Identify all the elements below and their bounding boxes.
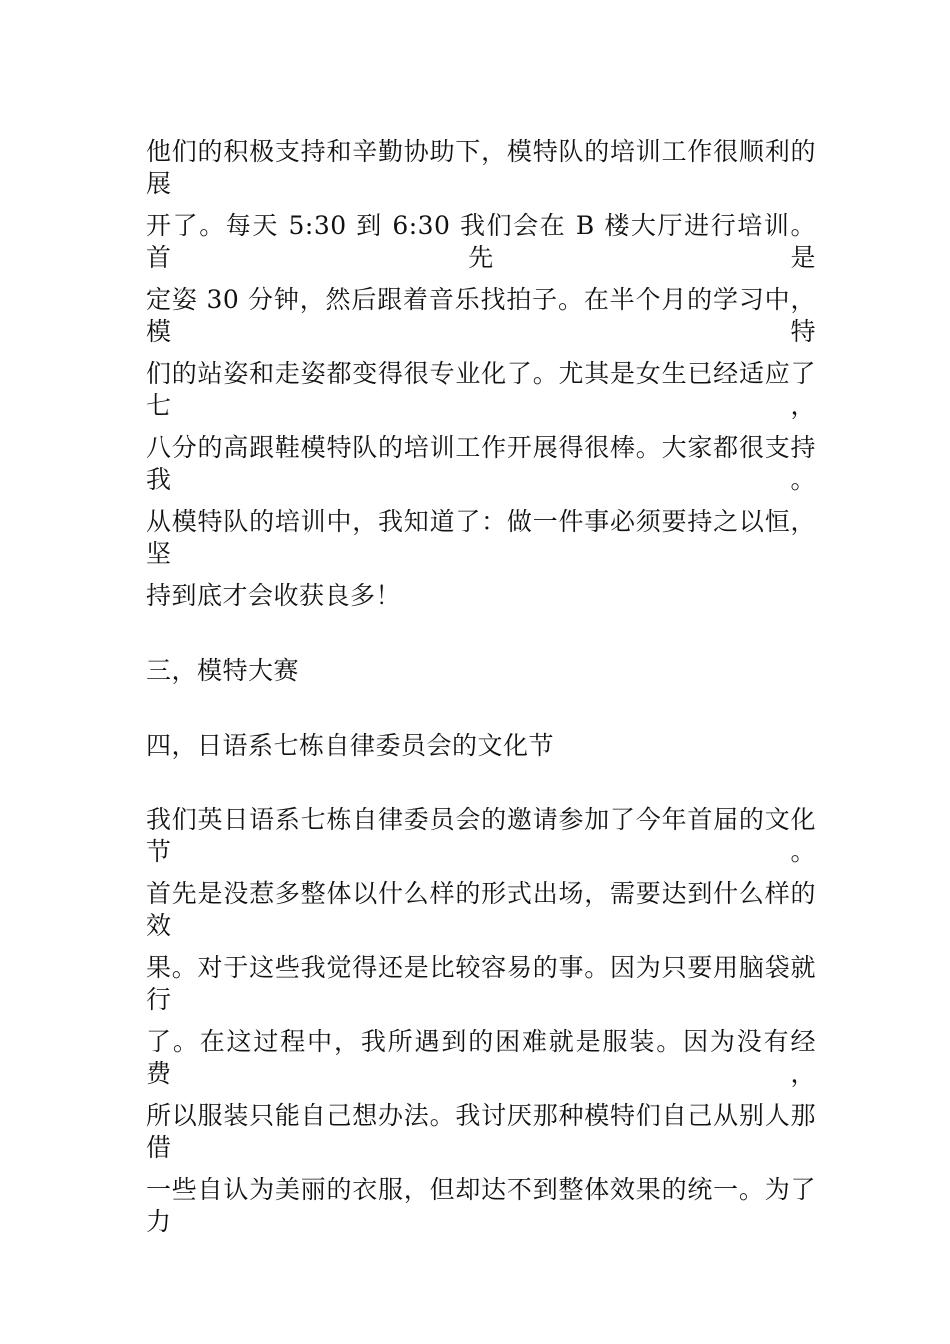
paragraph-line-11: 了。在这过程中，我所遇到的困难就是服装。因为没有经费，: [146, 1027, 816, 1088]
paragraph-line-10: 果。对于这些我觉得还是比较容易的事。因为只要用脑袋就行: [146, 953, 816, 1014]
paragraph-line-3: 定姿 30 分钟，然后跟着音乐找拍子。在半个月的学习中，模特: [146, 285, 816, 346]
paragraph-line-4: 们的站姿和走姿都变得很专业化了。尤其是女生已经适应了七，: [146, 359, 816, 420]
paragraph-line-13: 一些自认为美丽的衣服，但却达不到整体效果的统一。为了力: [146, 1175, 816, 1236]
paragraph-line-2: 开了。每天 5:30 到 6:30 我们会在 B 楼大厅进行培训。首先是: [146, 211, 816, 272]
paragraph-line-8: 我们英日语系七栋自律委员会的邀请参加了今年首届的文化节。: [146, 805, 816, 866]
section-heading-3: 三，模特大赛: [146, 656, 300, 685]
paragraph-line-9: 首先是没惹多整体以什么样的形式出场，需要达到什么样的效: [146, 879, 816, 940]
section-heading-4: 四，日语系七栋自律委员会的文化节: [146, 731, 555, 760]
paragraph-line-6: 从模特队的培训中，我知道了：做一件事必须要持之以恒，坚: [146, 507, 816, 568]
paragraph-line-7: 持到底才会收获良多！: [146, 581, 402, 610]
paragraph-line-1: 他们的积极支持和辛勤协助下，模特队的培训工作很顺利的展: [146, 137, 816, 198]
paragraph-line-12: 所以服装只能自己想办法。我讨厌那种模特们自己从别人那借: [146, 1101, 816, 1162]
paragraph-line-5: 八分的高跟鞋模特队的培训工作开展得很棒。大家都很支持我。: [146, 433, 816, 494]
